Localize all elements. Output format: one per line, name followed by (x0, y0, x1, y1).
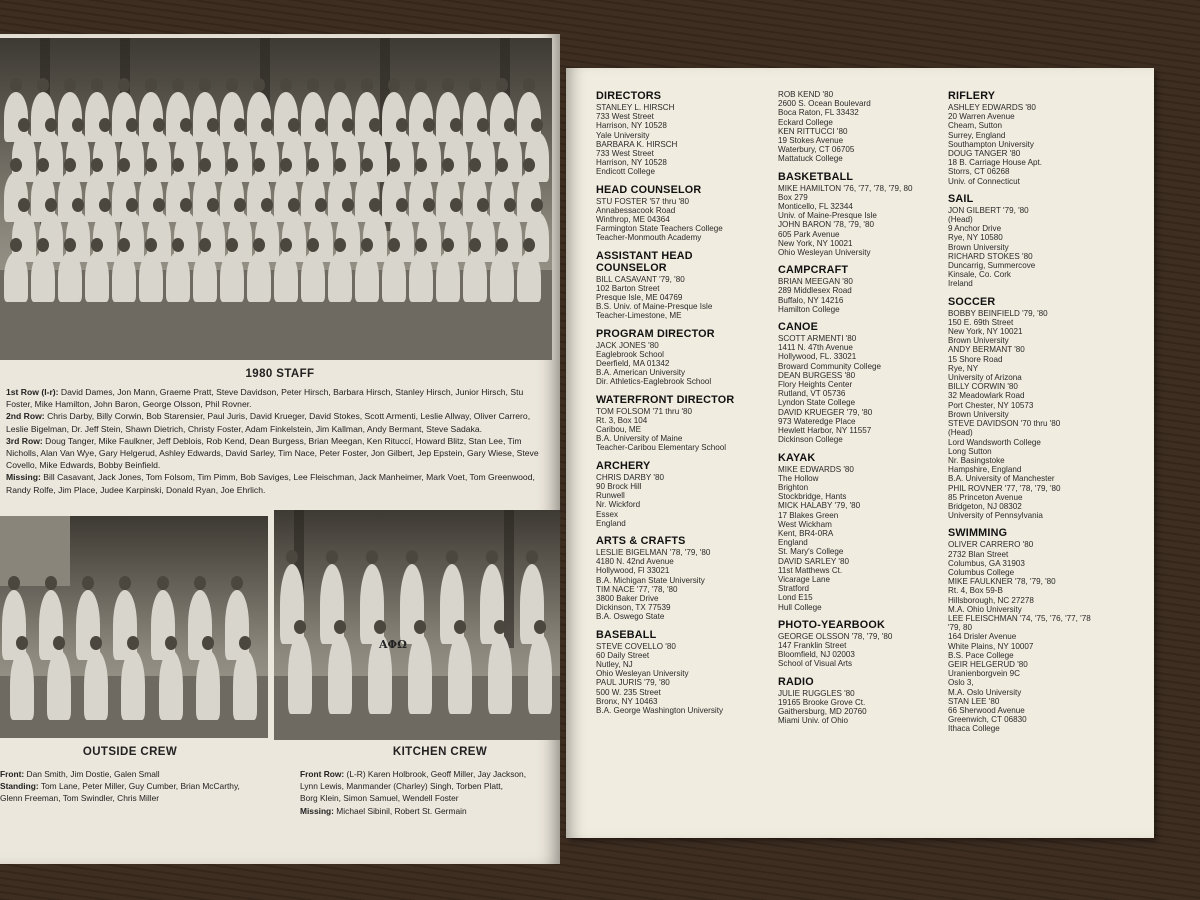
outside-row-3: Glenn Freeman, Tom Swindler, Chris Miller (0, 793, 160, 804)
directory-line: The Hollow (778, 473, 819, 483)
directory-line: 32 Meadowlark Road (948, 391, 1025, 401)
directory-line: BILLY CORWIN '80 (948, 382, 1018, 392)
directory-line: Vicarage Lane (778, 574, 831, 584)
directory-line: Univ. of Maine-Presque Isle (778, 211, 877, 221)
section-heading: DIRECTORS (596, 90, 662, 102)
directory-line: DAVID SARLEY '80 (778, 556, 849, 566)
directory-line: Gaithersburg, MD 20760 (778, 706, 867, 716)
directory-line: Hull College (778, 602, 822, 612)
staff-group-photo (0, 38, 552, 360)
directory-line: Brown University (948, 242, 1009, 252)
outside-crew-title: OUTSIDE CREW (82, 746, 178, 758)
kitchen-crew-photo (274, 510, 560, 740)
directory-line: Lord Wandsworth College (948, 437, 1041, 447)
directory-line: B.A. George Washington University (596, 705, 724, 715)
directory-line: Rt. 4, Box 59-B (948, 586, 1003, 596)
directory-line: 733 West Street (596, 112, 654, 122)
directory-line: 20 Warren Avenue (948, 112, 1015, 122)
directory-line: Eckard College (778, 117, 833, 127)
section-heading: PROGRAM DIRECTOR (596, 327, 715, 340)
section-heading: HEAD COUNSELOR (596, 183, 702, 196)
kitchen-row-3: Borg Klein, Simon Samuel, Wendell Foster (300, 793, 459, 804)
directory-line: Ireland (948, 279, 973, 289)
directory-line: England (778, 538, 808, 548)
directory-line: ANDY BERMANT '80 (948, 345, 1025, 355)
section-heading: ASSISTANT HEAD COUNSELOR (596, 249, 693, 274)
staff-caption-title: 1980 STAFF (245, 368, 315, 380)
directory-line: 15 Shore Road (948, 354, 1003, 364)
directory-line: 500 W. 235 Street (596, 687, 661, 697)
directory-line: Caribou, ME (596, 425, 641, 435)
staff-row-2: 2nd Row: Chris Darby, Billy Corwin, Bob Starensier, Paul Juris, David Krueger, David Stokes, Scott Armenti, Leslie Allway, Oliver Carrero, Leslie Bigelman, Dr. Jeff Stein, Shawn Dietrich, Christy Foster, Adam Finkelstein, Jim Kallman, Andy Bermant, Steve Sadaka. (6, 411, 531, 434)
directory-line: STAN LEE '80 (948, 696, 1000, 706)
directory-line: B.A. Michigan State University (596, 575, 705, 585)
directory-line: STEVE COVELLO '80 (596, 641, 676, 651)
directory-line: Ohio Wesleyan University (596, 669, 689, 679)
right-page (566, 68, 1154, 838)
directory-line: Brighton (778, 482, 809, 492)
section-heading: RADIO (778, 675, 814, 688)
directory-line: New York, NY 10021 (948, 327, 1023, 337)
directory-line: Nr. Wickford (596, 500, 641, 510)
directory-line: University of Pennsylvania (948, 511, 1043, 521)
directory-line: 1411 N. 47th Avenue (778, 343, 853, 353)
directory-line: STANLEY L. HIRSCH (596, 103, 675, 112)
directory-line: Stratford (778, 584, 810, 594)
directory-line: 2732 Blan Street (948, 549, 1009, 559)
directory-line: University of Arizona (948, 373, 1022, 383)
directory-line: RICHARD STOKES '80 (948, 251, 1033, 261)
section-heading: CANOE (778, 321, 818, 334)
directory-line: 11st Matthews Ct. (778, 565, 843, 575)
directory-line: GEIR HELGERUD '80 (948, 659, 1028, 669)
directory-line: Endicott College (596, 167, 655, 177)
directory-line: 19165 Brooke Grove Ct. (778, 697, 866, 707)
directory-line: Presque Isle, ME 04769 (596, 293, 683, 303)
section-heading: ARTS & CRAFTS (596, 534, 686, 547)
directory-line: ROB KEND '80 (778, 90, 834, 99)
directory-line: (Head) (948, 428, 973, 438)
directory-line: Eaglebrook School (596, 349, 664, 359)
directory-line: Teacher-Limestone, ME (596, 311, 682, 321)
staff-row-missing: Missing: Bill Casavant, Jack Jones, Tom Folsom, Tim Pimm, Bob Saviges, Lee Fleischman, Jack Manheimer, Mark Voet, Tom Greenwood, Randy Rolfe, Jim Place, Judee Karpinski, Donald Ryan, Joe Ehrlich. (6, 472, 535, 495)
directory-line: Kent, BR4-0RA (778, 528, 834, 538)
directory-line: New York, NY 10021 (778, 238, 853, 248)
directory-line: Hamilton College (778, 304, 840, 314)
directory-line: LEE FLEISCHMAN '74, '75, '76, '77, '78 (948, 613, 1091, 623)
directory-line: Long Sutton (948, 446, 992, 456)
directory-line: Duncarrig, Summercove (948, 261, 1036, 271)
directory-line: JON GILBERT '79, '80 (948, 205, 1029, 215)
directory-line: Deerfield, MA 01342 (596, 359, 670, 369)
directory-line: Yale University (596, 130, 650, 140)
directory-line: SCOTT ARMENTI '80 (778, 334, 857, 344)
directory-line: Nutley, NJ (596, 659, 633, 669)
directory-line: Lyndon State College (778, 398, 856, 408)
directory-line: Southampton University (948, 139, 1034, 149)
directory-line: Mattatuck College (778, 154, 843, 164)
directory-line: 2600 S. Ocean Boulevard (778, 99, 871, 109)
directory-line: Rye, NY 10580 (948, 233, 1003, 243)
directory-line: Rt. 3, Box 104 (596, 415, 648, 425)
directory-line: Cheam, Sutton (948, 121, 1002, 131)
directory-line: Farmington State Teachers College (596, 224, 723, 234)
directory-line: Columbus College (948, 567, 1015, 577)
directory-column-2 (778, 90, 948, 725)
directory-line: 60 Daily Street (596, 650, 650, 660)
directory-line: 973 Wateredge Place (778, 416, 856, 426)
directory-line: MIKE HAMILTON '76, '77, '78, '79, 80 (778, 183, 913, 193)
staff-row-1: 1st Row (l-r): David Dames, Jon Mann, Graeme Pratt, Steve Davidson, Peter Hirsch, Barbara Hirsch, Stanley Hirsch, Junior Hirsch, Stu Foster, Mike Hamilton, John Baron, George Olsson, Phil Rovner. (6, 387, 524, 410)
directory-line: Waterbury, CT 06705 (778, 145, 855, 155)
directory-line: MIKE EDWARDS '80 (778, 464, 854, 474)
directory-line: PHIL ROVNER '77, '78, '79, '80 (948, 483, 1061, 493)
directory-line: 4180 N. 42nd Avenue (596, 557, 674, 567)
directory-line: DAVID KRUEGER '79, '80 (778, 407, 873, 417)
directory-line: Teacher-Caribou Elementary School (596, 443, 727, 453)
directory-line: Essex (596, 509, 619, 519)
kitchen-row-missing: Missing: Michael Sibinil, Robert St. Germain (300, 805, 467, 816)
staff-row-3: 3rd Row: Doug Tanger, Mike Faulkner, Jeff Deblois, Rob Kend, Dean Burgess, Brian Meegan, Ken Rituccí, Howard Blitz, Stan Lee, Tim Nicholls, Alan Van Wye, Gary Helgerud, Ashley Edwards, David Sarley, Tim Nace, Peter Foster, Jon Gilbert, Jep Epstein, Gary Wiese, Steve Covello, Mike Edwards, Bobby Beinfield. (6, 435, 539, 471)
section-heading: SWIMMING (948, 527, 1008, 540)
kitchen-row-1: Front Row: (L-R) Karen Holbrook, Geoff Miller, Jay Jackson, (300, 769, 527, 779)
directory-line: BARBARA K. HIRSCH (596, 139, 678, 149)
directory-line: Oslo 3, (948, 678, 974, 688)
directory-line: B.A. University of Manchester (948, 474, 1055, 484)
staff-caption (6, 386, 546, 496)
kitchen-row-2: Lynn Lewis, Manmander (Charley) Singh, Torben Platt, (300, 781, 503, 792)
left-page (0, 34, 560, 864)
directory-line: Dir. Athletics-Eaglebrook School (596, 377, 712, 387)
directory-line: Runwell (596, 491, 625, 501)
directory-line: Broward Community College (778, 361, 882, 371)
directory-line: 733 West Street (596, 149, 654, 159)
directory-line: B.A. University of Maine (596, 434, 683, 444)
section-heading: SOCCER (948, 295, 996, 308)
section-heading: PHOTO-YEARBOOK (778, 618, 885, 631)
directory-line: 9 Anchor Drive (948, 224, 1002, 234)
directory-line: Annabessacook Road (596, 205, 676, 215)
directory-line: B.A. American University (596, 368, 686, 378)
section-heading: WATERFRONT DIRECTOR (596, 393, 735, 406)
directory-line: Dickinson, TX 77539 (596, 603, 671, 613)
directory-line: Brown University (948, 409, 1009, 419)
outside-row-1: Front: Dan Smith, Jim Dostie, Galen Small (0, 769, 160, 779)
directory-line: 150 E. 69th Street (948, 317, 1014, 327)
directory-line: Hewlett Harbor, NY 11557 (778, 426, 872, 436)
section-heading: BASKETBALL (778, 170, 854, 183)
directory-column-1 (596, 90, 766, 715)
shirt-letters: AΦΩ (379, 638, 407, 651)
directory-line: LESLIE BIGELMAN '78, '79, '80 (596, 547, 711, 557)
directory-line: Box 279 (778, 192, 808, 202)
directory-line: St. Mary's College (778, 547, 844, 557)
directory-line: JULIE RUGGLES '80 (778, 688, 855, 698)
directory-column-3 (948, 90, 1118, 734)
directory-line: School of Visual Arts (778, 659, 853, 669)
directory-line: Uranienborgvein 9C (948, 669, 1020, 679)
directory-line: TOM FOLSOM '71 thru '80 (596, 406, 693, 416)
directory-line: MICK HALABY '79, '80 (778, 501, 861, 511)
kitchen-crew-caption (300, 768, 556, 817)
directory-line: 85 Princeton Avenue (948, 492, 1023, 502)
directory-line: B.S. Univ. of Maine-Presque Isle (596, 302, 713, 312)
directory-line: Monticello, FL 32344 (778, 202, 853, 212)
directory-line: 102 Barton Street (596, 283, 660, 293)
directory-line: BRIAN MEEGAN '80 (778, 277, 853, 287)
directory-line: GEORGE OLSSON '78, '79, '80 (778, 631, 893, 641)
directory-line: Hollywood, FL. 33021 (778, 352, 857, 362)
directory-line: Univ. of Connecticut (948, 176, 1020, 186)
directory-line: DOUG TANGER '80 (948, 149, 1021, 159)
directory-line: Lond E15 (778, 593, 813, 603)
directory-line: Ithaca College (948, 724, 1000, 734)
directory-line: Rye, NY (948, 363, 979, 373)
directory-line: B.S. Pace College (948, 650, 1014, 660)
directory-line: West Wickham (778, 519, 832, 529)
directory-line: 164 Drisler Avenue (948, 632, 1017, 642)
directory-line: Surrey, England (948, 130, 1006, 140)
directory-line: 17 Blakes Green (778, 510, 839, 520)
directory-line: Boca Raton, FL 33432 (778, 108, 859, 118)
directory-line: MIKE FAULKNER '78, '79, '80 (948, 577, 1056, 587)
directory-line: Miami Univ. of Ohio (778, 716, 849, 726)
directory-line: 3800 Baker Drive (596, 593, 659, 603)
directory-line: Bloomfield, NJ 02003 (778, 650, 855, 660)
directory-line: Flory Heights Center (778, 380, 853, 390)
directory-line: Hillsborough, NC 27278 (948, 595, 1034, 605)
directory-line: DEAN BURGESS '80 (778, 370, 856, 380)
directory-line: 19 Stokes Avenue (778, 136, 844, 146)
directory-line: Dickinson College (778, 435, 843, 445)
section-heading: ARCHERY (596, 459, 651, 472)
directory-line: Bridgeton, NJ 08302 (948, 501, 1022, 511)
directory-line: Rutland, VT 05736 (778, 389, 846, 399)
directory-line: 18 B. Carriage House Apt. (948, 158, 1043, 168)
directory-line: 90 Brock Hill (596, 481, 642, 491)
directory-line: M.A. Ohio University (948, 604, 1022, 614)
directory-line: Ohio Wesleyan University (778, 248, 871, 258)
directory-line: Stockbridge, Hants (778, 492, 847, 502)
directory-line: STEVE DAVIDSON '70 thru '80 (948, 419, 1061, 429)
directory-line: White Plains, NY 10007 (948, 641, 1034, 651)
directory-line: BOBBY BEINFIELD '79, '80 (948, 308, 1048, 318)
directory-line: Storrs, CT 06268 (948, 167, 1010, 177)
directory-line: 147 Franklin Street (778, 640, 847, 650)
directory-line: 66 Sherwood Avenue (948, 705, 1025, 715)
directory-line: Winthrop, ME 04364 (596, 215, 670, 225)
section-heading: RIFLERY (948, 90, 996, 102)
outside-row-2: Standing: Tom Lane, Peter Miller, Guy Cumber, Brian McCarthy, (0, 781, 240, 792)
directory-line: Greenwich, CT 06830 (948, 715, 1027, 725)
section-heading: BASEBALL (596, 628, 657, 641)
directory-line: Nr. Basingstoke (948, 455, 1005, 465)
directory-line: '79, 80 (948, 623, 973, 633)
directory-line: Hampshire, England (948, 465, 1022, 475)
section-heading: CAMPCRAFT (778, 264, 849, 277)
directory-line: Harrison, NY 10528 (596, 121, 667, 131)
directory-line: 289 Middlesex Road (778, 286, 852, 296)
directory-line: Harrison, NY 10528 (596, 158, 667, 168)
outside-crew-caption (0, 768, 268, 805)
directory-line: BILL CASAVANT '79, '80 (596, 274, 685, 284)
directory-line: JACK JONES '80 (596, 340, 659, 350)
directory-line: England (596, 518, 626, 528)
directory-line: Buffalo, NY 14216 (778, 295, 844, 305)
directory-line: Bronx, NY 10463 (596, 696, 658, 706)
directory-line: Port Chester, NY 10573 (948, 400, 1034, 410)
directory-line: B.A. Oswego State (596, 612, 665, 622)
outside-crew-photo (0, 516, 268, 738)
directory-line: Teacher-Monmouth Academy (596, 233, 702, 243)
directory-line: M.A. Oslo University (948, 687, 1022, 697)
section-heading: KAYAK (778, 451, 816, 464)
directory-line: OLIVER CARRERO '80 (948, 540, 1034, 550)
directory-line: 605 Park Avenue (778, 229, 840, 239)
kitchen-crew-title: KITCHEN CREW (392, 746, 488, 758)
directory-line: Kinsale, Co. Cork (948, 270, 1011, 280)
directory-line: KEN RITTUCCI '80 (778, 126, 848, 136)
directory-line: CHRIS DARBY '80 (596, 472, 664, 482)
directory-line: JOHN BARON '78, '79, '80 (778, 220, 874, 230)
directory-line: Hollywood, Fl 33021 (596, 566, 670, 576)
section-heading: SAIL (948, 192, 974, 205)
directory-line: TIM NACE '77, '78, '80 (596, 584, 678, 594)
directory-line: Columbus, GA 31903 (948, 558, 1025, 568)
directory-line: STU FOSTER '57 thru '80 (596, 196, 690, 206)
directory-line: (Head) (948, 215, 973, 225)
directory-line: PAUL JURIS '79, '80 (596, 678, 670, 688)
directory-line: ASHLEY EDWARDS '80 (948, 103, 1036, 112)
directory-line: Brown University (948, 336, 1009, 346)
